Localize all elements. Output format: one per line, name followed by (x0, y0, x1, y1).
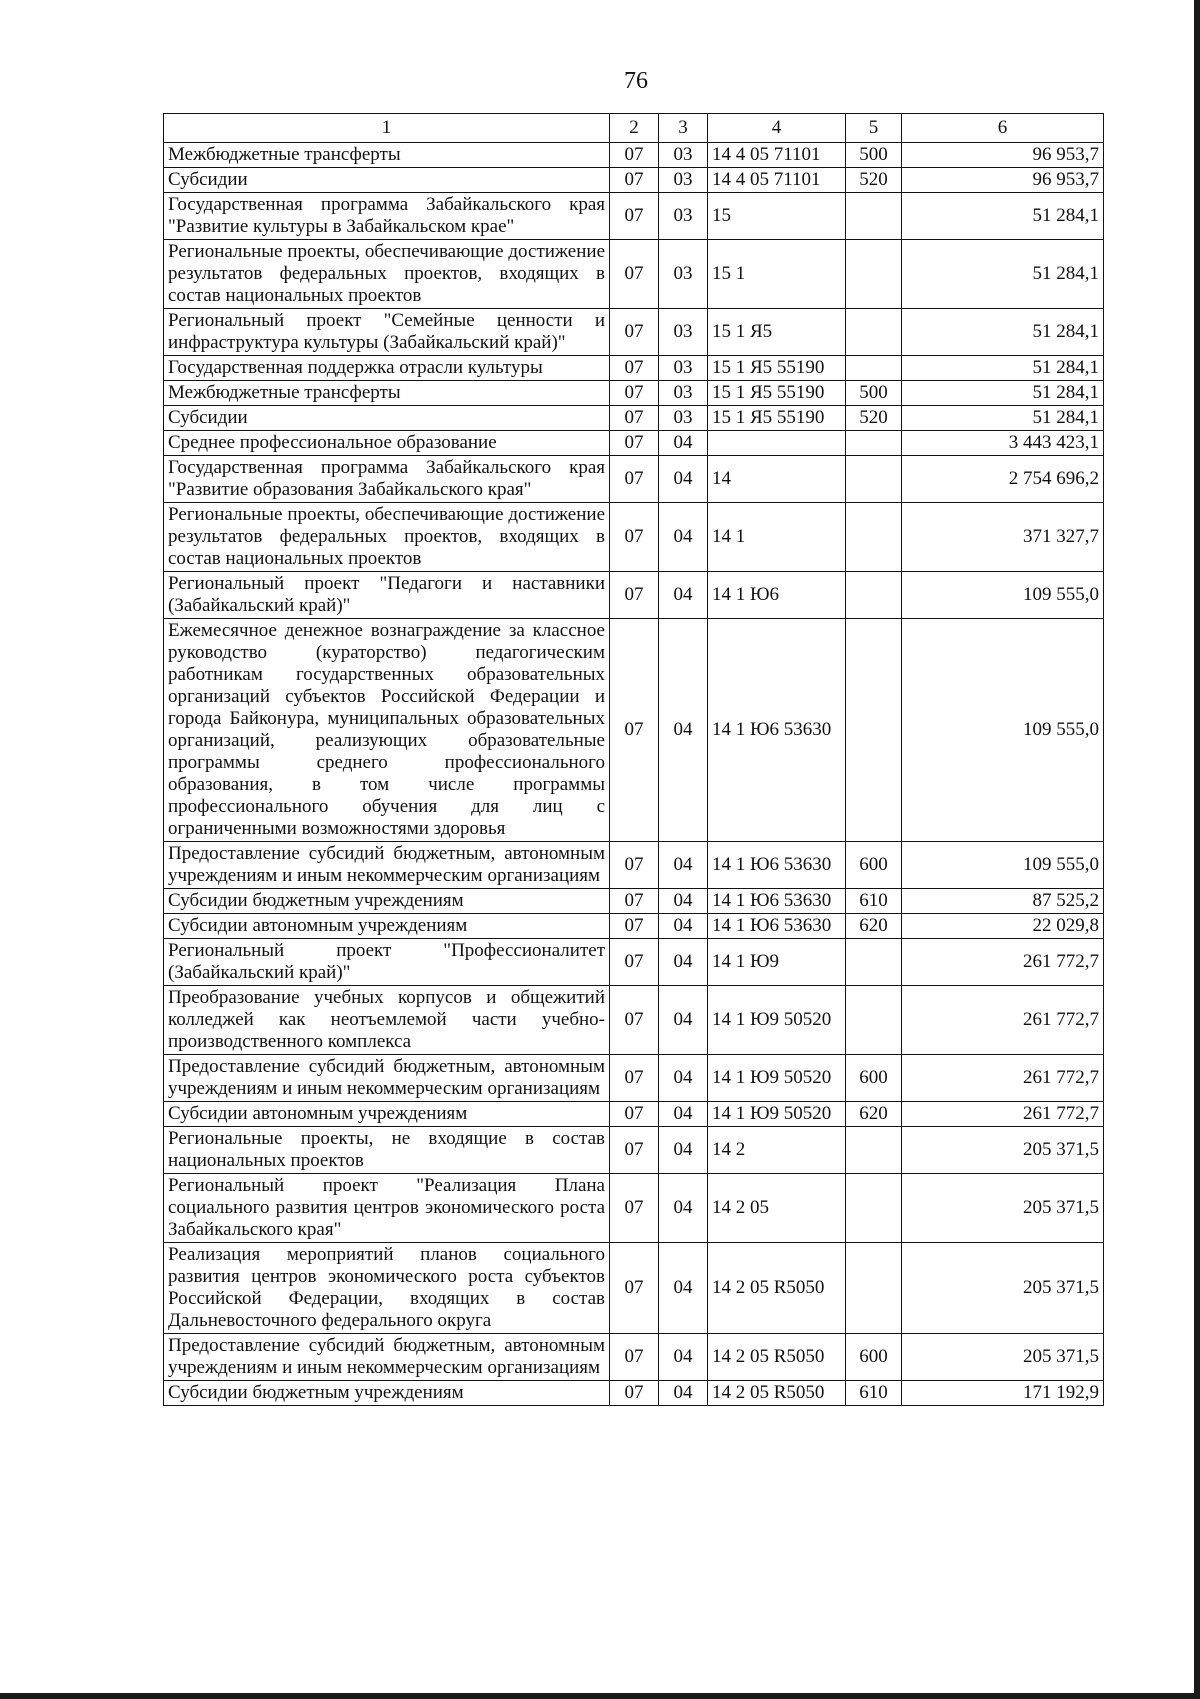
section-code-cell: 07 (610, 1243, 659, 1334)
table-row (164, 503, 1104, 572)
table-row (164, 572, 1104, 619)
column-header: 2 (610, 114, 659, 143)
subsection-code-cell: 04 (659, 1381, 708, 1406)
section-code-cell: 07 (610, 1174, 659, 1243)
expense-type-cell (846, 1174, 902, 1243)
item-name-cell: Субсидии автономным учреждениям (164, 1102, 610, 1127)
amount-cell: 109 555,0 (902, 619, 1104, 842)
target-article-cell: 14 4 05 71101 (708, 143, 846, 168)
item-name-cell: Региональный проект "Профессионалитет (Забайкальский край)" (164, 939, 610, 986)
table-row (164, 1334, 1104, 1381)
amount-cell: 22 029,8 (902, 914, 1104, 939)
target-article-cell: 14 1 Ю9 (708, 939, 846, 986)
item-name-cell: Региональный проект "Реализация Плана социального развития центров экономического роста Забайкальского края" (164, 1174, 610, 1243)
table-row (164, 143, 1104, 168)
target-article-cell: 14 1 Ю9 50520 (708, 1055, 846, 1102)
table-row (164, 168, 1104, 193)
amount-cell: 109 555,0 (902, 572, 1104, 619)
subsection-code-cell: 03 (659, 240, 708, 309)
item-name-cell: Межбюджетные трансферты (164, 381, 610, 406)
subsection-code-cell: 03 (659, 381, 708, 406)
subsection-code-cell: 04 (659, 619, 708, 842)
section-code-cell: 07 (610, 1055, 659, 1102)
subsection-code-cell: 04 (659, 986, 708, 1055)
column-header: 5 (846, 114, 902, 143)
table-row (164, 240, 1104, 309)
section-code-cell: 07 (610, 842, 659, 889)
amount-cell: 51 284,1 (902, 309, 1104, 356)
amount-cell: 109 555,0 (902, 842, 1104, 889)
subsection-code-cell: 04 (659, 431, 708, 456)
section-code-cell: 07 (610, 939, 659, 986)
item-name-cell: Субсидии бюджетным учреждениям (164, 1381, 610, 1406)
table-row (164, 889, 1104, 914)
amount-cell: 261 772,7 (902, 986, 1104, 1055)
target-article-cell: 14 2 05 (708, 1174, 846, 1243)
section-code-cell: 07 (610, 1334, 659, 1381)
subsection-code-cell: 04 (659, 939, 708, 986)
amount-cell: 261 772,7 (902, 939, 1104, 986)
section-code-cell: 07 (610, 1381, 659, 1406)
amount-cell: 96 953,7 (902, 143, 1104, 168)
expense-type-cell (846, 240, 902, 309)
subsection-code-cell: 04 (659, 1055, 708, 1102)
amount-cell: 87 525,2 (902, 889, 1104, 914)
subsection-code-cell: 04 (659, 1174, 708, 1243)
section-code-cell: 07 (610, 193, 659, 240)
expense-type-cell (846, 1127, 902, 1174)
expense-type-cell: 610 (846, 889, 902, 914)
subsection-code-cell: 03 (659, 143, 708, 168)
target-article-cell: 15 1 Я5 55190 (708, 406, 846, 431)
amount-cell: 205 371,5 (902, 1174, 1104, 1243)
item-name-cell: Субсидии автономным учреждениям (164, 914, 610, 939)
target-article-cell: 14 4 05 71101 (708, 168, 846, 193)
item-name-cell: Ежемесячное денежное вознаграждение за классное руководство (кураторство) педагогическим работникам государственных образовательных организаций субъектов Российской Федерации и города Байконура, муниципальных образовательных организаций, реализующих образовательные программы среднего профессионального образования, в том числе программы профессионального обучения для лиц с ограниченными возможностями здоровья (164, 619, 610, 842)
expense-type-cell: 620 (846, 914, 902, 939)
table-row (164, 842, 1104, 889)
expense-type-cell (846, 309, 902, 356)
column-header: 1 (164, 114, 610, 143)
item-name-cell: Региональные проекты, обеспечивающие достижение результатов федеральных проектов, входящих в состав национальных проектов (164, 503, 610, 572)
section-code-cell: 07 (610, 619, 659, 842)
table-row (164, 1174, 1104, 1243)
target-article-cell: 14 1 (708, 503, 846, 572)
subsection-code-cell: 03 (659, 168, 708, 193)
scan-edge-bottom (0, 1693, 1200, 1699)
target-article-cell: 15 (708, 193, 846, 240)
target-article-cell: 14 1 Ю6 53630 (708, 842, 846, 889)
amount-cell: 51 284,1 (902, 193, 1104, 240)
expense-type-cell: 600 (846, 842, 902, 889)
item-name-cell: Государственная программа Забайкальского края "Развитие культуры в Забайкальском крае" (164, 193, 610, 240)
target-article-cell: 14 2 05 R5050 (708, 1381, 846, 1406)
budget-table (163, 113, 1104, 1406)
section-code-cell: 07 (610, 889, 659, 914)
item-name-cell: Государственная программа Забайкальского края "Развитие образования Забайкальского края" (164, 456, 610, 503)
amount-cell: 171 192,9 (902, 1381, 1104, 1406)
amount-cell: 51 284,1 (902, 240, 1104, 309)
item-name-cell: Государственная поддержка отрасли культуры (164, 356, 610, 381)
subsection-code-cell: 03 (659, 309, 708, 356)
subsection-code-cell: 04 (659, 1243, 708, 1334)
expense-type-cell (846, 431, 902, 456)
amount-cell: 51 284,1 (902, 406, 1104, 431)
item-name-cell: Среднее профессиональное образование (164, 431, 610, 456)
expense-type-cell: 520 (846, 168, 902, 193)
column-header: 4 (708, 114, 846, 143)
amount-cell: 51 284,1 (902, 381, 1104, 406)
expense-type-cell: 600 (846, 1055, 902, 1102)
subsection-code-cell: 03 (659, 406, 708, 431)
target-article-cell: 14 1 Ю9 50520 (708, 1102, 846, 1127)
target-article-cell (708, 431, 846, 456)
table-row (164, 1381, 1104, 1406)
section-code-cell: 07 (610, 986, 659, 1055)
item-name-cell: Региональные проекты, не входящие в состав национальных проектов (164, 1127, 610, 1174)
table-row (164, 309, 1104, 356)
item-name-cell: Региональный проект "Семейные ценности и инфраструктура культуры (Забайкальский край)" (164, 309, 610, 356)
subsection-code-cell: 03 (659, 356, 708, 381)
amount-cell: 96 953,7 (902, 168, 1104, 193)
section-code-cell: 07 (610, 168, 659, 193)
section-code-cell: 07 (610, 914, 659, 939)
subsection-code-cell: 04 (659, 889, 708, 914)
expense-type-cell: 500 (846, 143, 902, 168)
expense-type-cell: 520 (846, 406, 902, 431)
section-code-cell: 07 (610, 381, 659, 406)
target-article-cell: 14 1 Ю6 53630 (708, 619, 846, 842)
expense-type-cell (846, 456, 902, 503)
target-article-cell: 15 1 (708, 240, 846, 309)
subsection-code-cell: 04 (659, 1334, 708, 1381)
amount-cell: 261 772,7 (902, 1102, 1104, 1127)
item-name-cell: Предоставление субсидий бюджетным, автономным учреждениям и иным некоммерческим организациям (164, 1334, 610, 1381)
section-code-cell: 07 (610, 456, 659, 503)
section-code-cell: 07 (610, 309, 659, 356)
item-name-cell: Субсидии (164, 406, 610, 431)
scan-edge-right (1194, 0, 1200, 1699)
amount-cell: 205 371,5 (902, 1243, 1104, 1334)
table-row (164, 406, 1104, 431)
subsection-code-cell: 04 (659, 842, 708, 889)
table-row (164, 1127, 1104, 1174)
subsection-code-cell: 04 (659, 1102, 708, 1127)
subsection-code-cell: 04 (659, 456, 708, 503)
table-row (164, 356, 1104, 381)
expense-type-cell (846, 619, 902, 842)
section-code-cell: 07 (610, 431, 659, 456)
table-header-row (164, 114, 1104, 143)
amount-cell: 3 443 423,1 (902, 431, 1104, 456)
page-number: 76 (624, 68, 648, 94)
expense-type-cell (846, 1243, 902, 1334)
section-code-cell: 07 (610, 1102, 659, 1127)
item-name-cell: Предоставление субсидий бюджетным, автономным учреждениям и иным некоммерческим организациям (164, 842, 610, 889)
item-name-cell: Преобразование учебных корпусов и общежитий колледжей как неотъемлемой части учебно-производственного комплекса (164, 986, 610, 1055)
section-code-cell: 07 (610, 503, 659, 572)
amount-cell: 261 772,7 (902, 1055, 1104, 1102)
subsection-code-cell: 03 (659, 193, 708, 240)
subsection-code-cell: 04 (659, 572, 708, 619)
table-row (164, 914, 1104, 939)
expense-type-cell: 620 (846, 1102, 902, 1127)
section-code-cell: 07 (610, 240, 659, 309)
target-article-cell: 15 1 Я5 55190 (708, 381, 846, 406)
expense-type-cell: 610 (846, 1381, 902, 1406)
section-code-cell: 07 (610, 1127, 659, 1174)
section-code-cell: 07 (610, 572, 659, 619)
item-name-cell: Субсидии (164, 168, 610, 193)
subsection-code-cell: 04 (659, 914, 708, 939)
target-article-cell: 14 2 05 R5050 (708, 1243, 846, 1334)
expense-type-cell (846, 986, 902, 1055)
target-article-cell: 14 1 Ю6 53630 (708, 889, 846, 914)
amount-cell: 371 327,7 (902, 503, 1104, 572)
amount-cell: 205 371,5 (902, 1334, 1104, 1381)
expense-type-cell (846, 939, 902, 986)
expense-type-cell (846, 356, 902, 381)
target-article-cell: 15 1 Я5 55190 (708, 356, 846, 381)
amount-cell: 2 754 696,2 (902, 456, 1104, 503)
item-name-cell: Региональные проекты, обеспечивающие достижение результатов федеральных проектов, входящих в состав национальных проектов (164, 240, 610, 309)
expense-type-cell: 500 (846, 381, 902, 406)
target-article-cell: 14 2 (708, 1127, 846, 1174)
target-article-cell: 14 1 Ю9 50520 (708, 986, 846, 1055)
table-row (164, 1102, 1104, 1127)
target-article-cell: 15 1 Я5 (708, 309, 846, 356)
item-name-cell: Региональный проект "Педагоги и наставники (Забайкальский край)" (164, 572, 610, 619)
table-row (164, 381, 1104, 406)
table-row (164, 1055, 1104, 1102)
amount-cell: 205 371,5 (902, 1127, 1104, 1174)
item-name-cell: Межбюджетные трансферты (164, 143, 610, 168)
subsection-code-cell: 04 (659, 503, 708, 572)
expense-type-cell (846, 503, 902, 572)
table-row (164, 456, 1104, 503)
target-article-cell: 14 1 Ю6 53630 (708, 914, 846, 939)
item-name-cell: Реализация мероприятий планов социального развития центров экономического роста субъектов Российской Федерации, входящих в состав Дальневосточного федерального округа (164, 1243, 610, 1334)
subsection-code-cell: 04 (659, 1127, 708, 1174)
table-row (164, 1243, 1104, 1334)
expense-type-cell (846, 572, 902, 619)
target-article-cell: 14 1 Ю6 (708, 572, 846, 619)
column-header: 3 (659, 114, 708, 143)
expense-type-cell (846, 193, 902, 240)
expense-type-cell: 600 (846, 1334, 902, 1381)
column-header: 6 (902, 114, 1104, 143)
table-row (164, 619, 1104, 842)
table-row (164, 939, 1104, 986)
amount-cell: 51 284,1 (902, 356, 1104, 381)
table-row (164, 986, 1104, 1055)
item-name-cell: Субсидии бюджетным учреждениям (164, 889, 610, 914)
section-code-cell: 07 (610, 356, 659, 381)
section-code-cell: 07 (610, 406, 659, 431)
target-article-cell: 14 2 05 R5050 (708, 1334, 846, 1381)
section-code-cell: 07 (610, 143, 659, 168)
target-article-cell: 14 (708, 456, 846, 503)
table-row (164, 431, 1104, 456)
item-name-cell: Предоставление субсидий бюджетным, автономным учреждениям и иным некоммерческим организациям (164, 1055, 610, 1102)
table-row (164, 193, 1104, 240)
